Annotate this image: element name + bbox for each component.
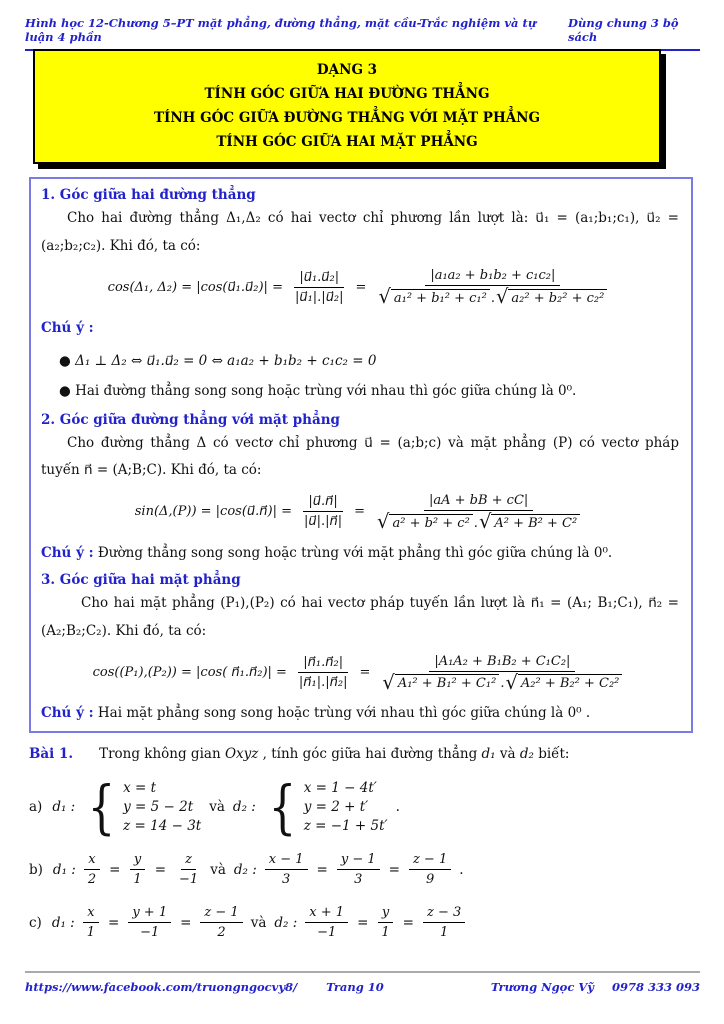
formula-lhs: cos((P₁),(P₂)) = |cos( n⃗₁.n⃗₂)| = [92, 664, 287, 680]
equals-sign: = [180, 914, 192, 931]
title-line-2: TÍNH GÓC GIỮA HAI ĐƯỜNG THẲNG [204, 86, 490, 102]
formula-lhs: cos(Δ₁, Δ₂) = |cos(u⃗₁.u⃗₂)| = [107, 279, 283, 295]
author-name: Trương Ngọc Vỹ [490, 980, 594, 994]
exercise-section [29, 746, 697, 940]
multiplication-dot: . [490, 290, 495, 306]
line-d2-label: d₂ : [233, 861, 257, 878]
square-root: √ a² + b² + c² [377, 513, 473, 531]
exercise-1-heading [29, 746, 697, 762]
equals-sign: = [359, 664, 371, 680]
line-d1-label: d₁ : [52, 799, 76, 815]
lesson-title-box [33, 49, 661, 164]
square-root: √ A₂² + B₂² + C₂² [505, 674, 622, 692]
line-d1-label: d₁ : [51, 914, 75, 931]
exercise-part-a: a) d₁ : { x = t y = 5 − 2t z = 14 − 3t và d₂ : { x = 1 − 4t′ y = 2 + t′ z = −1 + 5t′ . [29, 772, 400, 841]
equals-sign: = [316, 861, 328, 878]
section-2-note: Chú ý : Đường thẳng song song hoặc trùng với mặt phẳng thì góc giữa chúng là 0⁰. [41, 544, 613, 561]
line-d2-label: d₂ : [232, 799, 256, 815]
equals-sign: = [357, 914, 369, 931]
exercise-part-b: b) d₁ : $\frac{x}{2}$ = $\frac{y}{1}$ = $\frac{z}{-1}$ và d₂ : $\frac{x - 1}{3}$ = $\frac{y - 1}{3}$ = $\frac{z - 1}{9}$ . [29, 852, 464, 887]
square-root: √ a₁² + b₁² + c₁² [378, 288, 489, 306]
header-edition: Dùng chung 3 bộ sách [568, 16, 679, 44]
fraction: $\frac{x - 1}{3}$ [265, 852, 308, 887]
page-footer [25, 971, 700, 994]
fraction: $\frac{x}{2}$ [84, 852, 100, 887]
fraction: |a₁a₂ + b₁b₂ + c₁c₂| √ a₁² + b₁² + c₁² . √ a₂² + b₂² + c₂² [373, 268, 612, 306]
square-root: √ A₁² + B₁² + C₁² [382, 674, 499, 692]
parametric-system-d2: { x = 1 − 4t′ y = 2 + t′ z = −1 + 5t′ [268, 772, 388, 841]
section-1-heading: 1. Góc giữa hai đường thẳng [41, 187, 256, 203]
equals-sign: = [154, 861, 167, 878]
equals-sign: = [388, 861, 400, 878]
bullet-perpendicular-condition: ● Δ₁ ⊥ Δ₂ ⇔ u⃗₁.u⃗₂ = 0 ⇔ a₁a₂ + b₁b₂ + c₁c₂ = 0 [59, 352, 377, 369]
section-3-note: Chú ý : Hai mặt phẳng song song hoặc trùng với nhau thì góc giữa chúng là 0⁰ . [41, 705, 591, 722]
equals-sign: = [355, 279, 367, 295]
title-line-3: TÍNH GÓC GIỮA ĐƯỜNG THẲNG VỚI MẶT PHẲNG [153, 110, 541, 126]
section-3-paragraph: Cho hai mặt phẳng (P₁),(P₂) có hai vectơ pháp tuyến lần lượt là n⃗₁ = (A₁; B₁;C₁), n⃗₂ = (A₂;B₂;C₂). Khi đó, ta có: [41, 595, 679, 639]
fraction: $\frac{z - 1}{9}$ [409, 852, 451, 887]
equals-sign: = [109, 861, 121, 878]
fraction: $\frac{z - 1}{2}$ [200, 905, 242, 940]
fraction: $\frac{\text{|n⃗₁.n⃗₂|}}{\text{|n⃗₁|.|n⃗₂|}}$ [298, 654, 348, 690]
fraction: $\frac{y - 1}{3}$ [337, 852, 380, 887]
header-title: Hình học 12-Chương 5–PT mặt phẳng, đường thẳng, mặt cầu-Trắc nghiệm và tự luận 4 phần [25, 16, 537, 44]
fraction: $\frac{x + 1}{-1}$ [305, 905, 348, 940]
radical-icon: √ [478, 510, 492, 534]
line-d2-label: d₂ : [274, 914, 298, 931]
radical-icon: √ [495, 285, 509, 309]
fraction: |aA + bB + cC| √ a² + b² + c² . √ A² + B² + C² [372, 493, 585, 531]
exercise-part-c: c) d₁ : $\frac{x}{1}$ = $\frac{y + 1}{-1}$ = $\frac{z - 1}{2}$ và d₂ : $\frac{x + 1}{-1}$ = $\frac{y}{1}$ = $\frac{z - 3}{1}$ [29, 905, 697, 940]
radical-icon: √ [377, 510, 390, 534]
equals-sign: = [354, 504, 366, 520]
author-phone: 0978 333 093 [611, 980, 700, 994]
and-word: và [210, 861, 226, 878]
equals-sign: = [402, 914, 414, 931]
formula-angle-line-plane [41, 493, 679, 534]
square-root: √ A² + B² + C² [479, 513, 580, 531]
page-header [25, 16, 700, 51]
fraction: $\frac{y + 1}{-1}$ [128, 905, 171, 940]
section-3-heading: 3. Góc giữa hai mặt phẳng [41, 572, 241, 589]
equals-sign: = [108, 914, 120, 931]
author-contact [384, 980, 700, 994]
parametric-system-d1: { x = t y = 5 − 2t z = 14 − 3t [87, 772, 202, 841]
multiplication-dot: . [500, 676, 505, 692]
facebook-link[interactable]: https://www.facebook.com/truongngocvy8/ [25, 980, 298, 994]
fraction: $\frac{y}{1}$ [377, 905, 393, 940]
section-1-bullets [59, 351, 679, 403]
theory-box [29, 177, 693, 733]
formula-angle-two-planes [41, 654, 679, 692]
fraction: $\frac{y}{1}$ [129, 852, 145, 887]
section-1-paragraph: Cho hai đường thẳng Δ₁,Δ₂ có hai vectơ chỉ phương lần lượt là: u⃗₁ = (a₁;b₁;c₁), u⃗₂ = (a₂;b₂;c₂). Khi đó, ta có: [41, 210, 679, 254]
exercise-statement: Trong không gian Oxyz , tính góc giữa hai đường thẳng d₁ và d₂ biết: [99, 746, 570, 762]
fraction: $\frac{z - 3}{1}$ [423, 905, 465, 940]
and-word: và [209, 799, 225, 815]
brace-left-icon: { [87, 772, 116, 841]
fraction: $\frac{z}{-1}$ [179, 852, 199, 887]
multiplication-dot: . [473, 515, 478, 531]
section-2-heading: 2. Góc giữa đường thẳng với mặt phẳng [41, 411, 340, 428]
square-root: √ a₂² + b₂² + c₂² [496, 288, 607, 306]
sentence-end: . [459, 861, 464, 878]
exercise-label: Bài 1. [29, 746, 74, 762]
fraction: $\frac{|u⃗.n⃗|}{|u⃗|.|n⃗|}$ [304, 494, 343, 530]
section-1-note-label: Chú ý : [41, 319, 94, 336]
radical-icon: √ [378, 285, 391, 309]
formula-lhs: sin(Δ,(P)) = |cos(u⃗.n⃗)| = [134, 504, 292, 520]
title-line-4: TÍNH GÓC GIỮA HAI MẶT PHẲNG [216, 134, 478, 150]
bullet-parallel-note: ● Hai đường thẳng song song hoặc trùng với nhau thì góc giữa chúng là 0⁰. [59, 383, 577, 400]
fraction: $\frac{\text{|u⃗₁.u⃗₂|}}{\text{|u⃗₁|.|u⃗₂|}}$ [294, 269, 344, 305]
title-dang: DẠNG 3 [316, 62, 378, 78]
formula-angle-two-lines [41, 268, 679, 309]
section-2-paragraph: Cho đường thẳng Δ có vectơ chỉ phương u⃗ = (a;b;c) và mặt phẳng (P) có vectơ pháp tuyến n⃗ = (A;B;C). Khi đó, ta có: [41, 434, 679, 479]
radical-icon: √ [382, 670, 395, 694]
page-number: Trang 10 [326, 980, 384, 994]
radical-icon: √ [505, 670, 518, 694]
and-word: và [250, 914, 267, 931]
sentence-end: . [395, 799, 400, 815]
fraction: |A₁A₂ + B₁B₂ + C₁C₂| √ A₁² + B₁² + C₁² . √ A₂² + B₂² + C₂² [377, 654, 627, 692]
line-d1-label: d₁ : [52, 861, 76, 878]
brace-left-icon: { [268, 772, 297, 841]
fraction: $\frac{x}{1}$ [83, 905, 99, 940]
